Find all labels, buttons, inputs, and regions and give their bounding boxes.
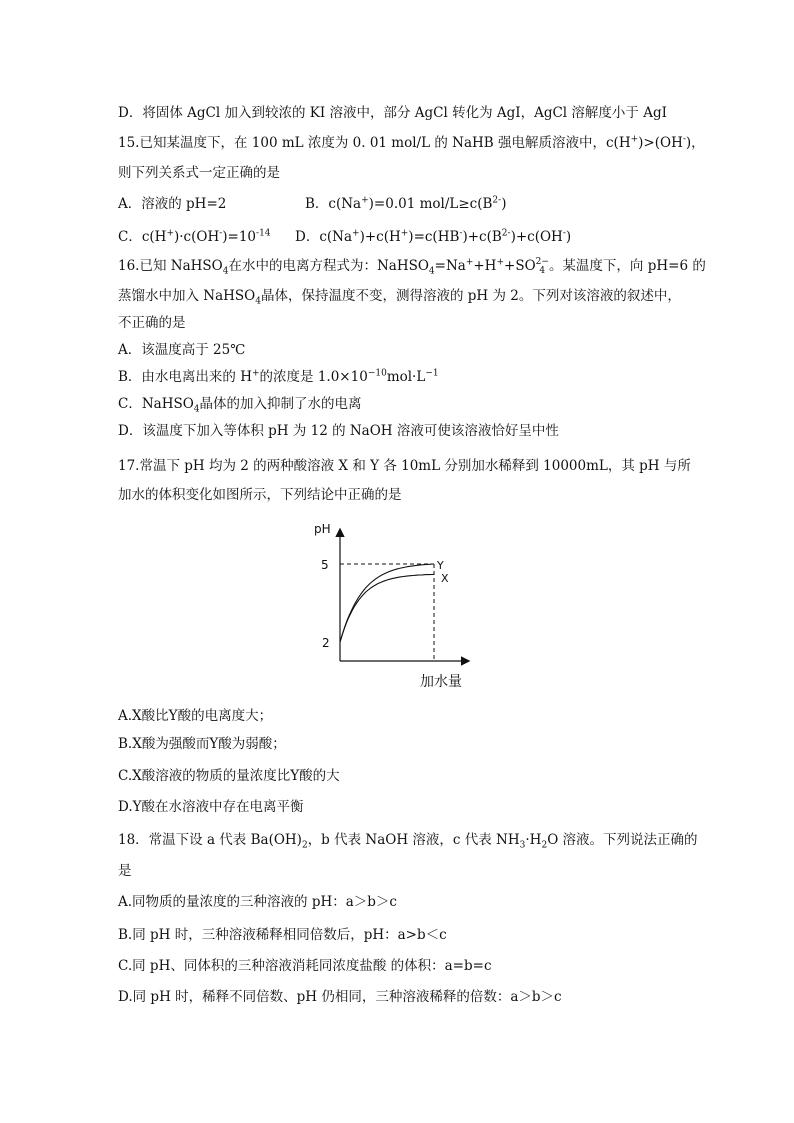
- q16-stem-line1: 16.已知 NaHSO$_4$在水中的电离方程式为：NaHSO$_4$=Na++H++SO 2− 4 。某温度下，向 pH=6 的: [118, 256, 706, 277]
- q15-option-c: C．$c(H^+)\cdot c(OH^-)=10^{-14}$: [118, 228, 271, 245]
- q18-option-b: B.同 pH 时，三种溶液稀释相同倍数后，pH：a>b＜c: [118, 927, 447, 943]
- series-y-label: Y: [437, 559, 444, 572]
- q17-stem-line1: 17.常温下 pH 均为 2 的两种酸溶液 X 和 Y 各 10mL 分别加水稀释到 10000mL，其 pH 与所: [118, 458, 691, 474]
- q16-stem-line2: 蒸馏水中加入 NaHSO$_4$晶体，保持温度不变，测得溶液的 pH 为 2。下列对该溶液的叙述中，: [118, 288, 681, 307]
- series-x-curve: [340, 574, 434, 642]
- q15-option-a: A．溶液的 pH=2: [118, 196, 227, 212]
- q16-stem-line3: 不正确的是: [118, 315, 186, 331]
- q15-option-d: D．$c(Na^+)+c(H^+)=c(HB^-)+c(B^{2-})+c(OH^-)$: [295, 228, 572, 245]
- q17-stem-line2: 加水的体积变化如图所示，下列结论中正确的是: [118, 487, 402, 503]
- y-axis-label: pH: [314, 522, 331, 536]
- q16-option-d: D．该温度下加入等体积 pH 为 12 的 NaOH 溶液可使该溶液恰好呈中性: [118, 423, 559, 439]
- q15-option-b: B．c(Na+)=0.01 mol/$L\ge c(B^{2-})$: [305, 195, 507, 212]
- q17-option-c: C.X酸溶液的物质的量浓度比Y酸的大: [118, 768, 340, 784]
- y-tick-5: 5: [321, 558, 329, 572]
- y-tick-2: 2: [322, 636, 330, 650]
- q18-stem-line1: 18．常温下设 a 代表 $Ba(OH)_2$，b 代表 NaOH 溶液，c 代表 $NH_3\cdot H_2O$ 溶液。下列说法正确的: [118, 832, 698, 851]
- ph-dilution-chart: [300, 518, 490, 693]
- series-x-label: X: [441, 572, 449, 585]
- q15-stem-line2: 则下列关系式一定正确的是: [118, 165, 280, 181]
- q18-option-c: C.同 pH、同体积的三种溶液消耗同浓度盐酸 的体积：a=b=c: [118, 958, 492, 974]
- q17-option-b: B.X酸为强酸而Y酸为弱酸；: [118, 736, 286, 752]
- q18-option-a: A.同物质的量浓度的三种溶液的 pH：a＞b＞c: [118, 894, 397, 910]
- q16-option-b: B．由水电离出来的 H+的浓度是 $1.0\times 10^{-10}mol\cdot L^{-1}$: [118, 368, 439, 385]
- q18-option-d: D.同 pH 时，稀释不同倍数、pH 仍相同，三种溶液稀释的倍数：a＞b＞c: [118, 989, 562, 1005]
- q18-stem-line2: 是: [118, 863, 132, 879]
- q16-option-c: C．NaHSO$_4$晶体的加入抑制了水的电离: [118, 396, 362, 415]
- q17-option-a: A.X酸比Y酸的电离度大；: [118, 708, 273, 724]
- q15-stem-line1: 15.已知某温度下，在 100 mL 浓度为 0. 01 mol/L 的 NaHB 强电解质溶液中，c(H+)>(OH-)，: [118, 134, 705, 151]
- series-y-curve: [340, 564, 434, 642]
- q17-option-d: D.Y酸在水溶液中存在电离平衡: [118, 799, 304, 815]
- x-axis-label: 加水量: [420, 674, 462, 690]
- q16-option-a: A．该温度高于 25℃: [118, 342, 246, 358]
- q14-option-d: D．将固体 AgCl 加入到较浓的 KI 溶液中，部分 AgCl 转化为 AgI，AgCl 溶解度小于 AgI: [118, 105, 667, 121]
